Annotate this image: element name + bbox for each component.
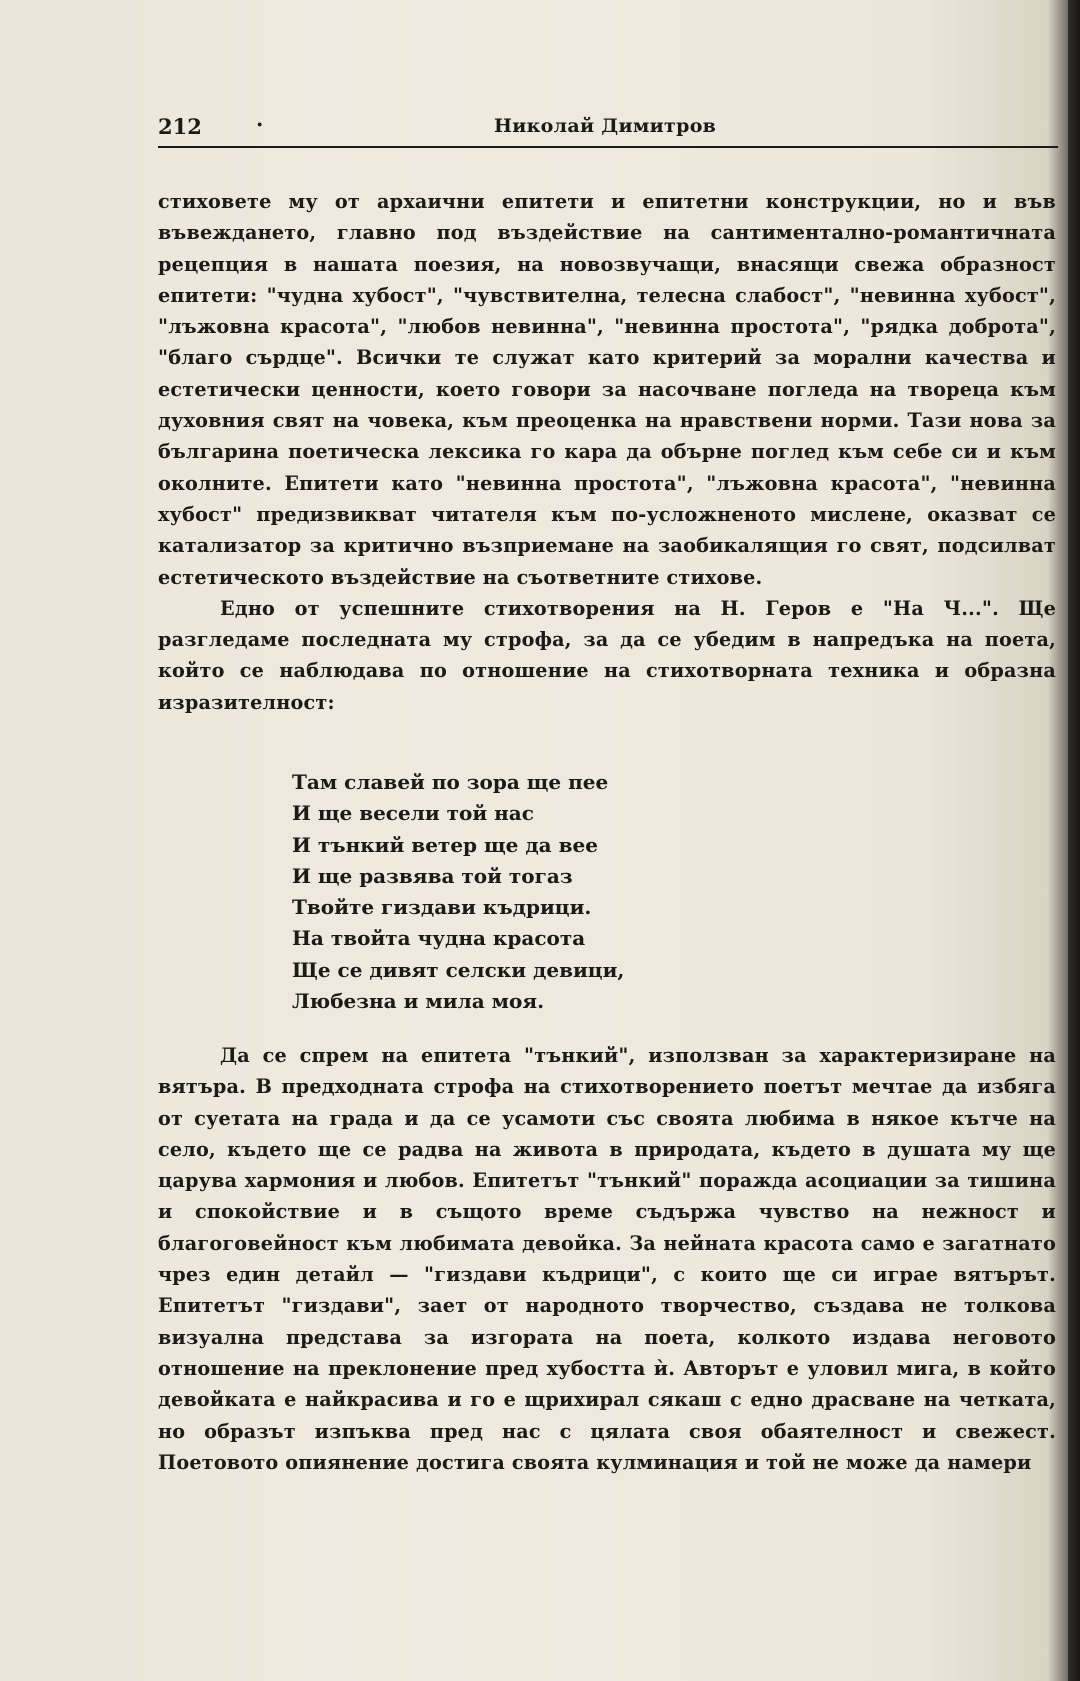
poem-line: И тънкий ветер ще да вее — [292, 832, 598, 857]
poem-line: Твойте гиздави къдрици. — [292, 895, 592, 920]
page-number: 212 — [158, 114, 202, 139]
poem-line: И ще развява той тогаз — [292, 863, 573, 888]
poem-line: Там славей по зора ще пее — [292, 770, 609, 794]
page-header — [158, 112, 1058, 148]
header-separator: · — [256, 112, 264, 137]
paragraph: Да се спрем на епитета "тънкий", използван за характеризиране на вятъра. В предходната строфа на стихотворението поетът мечтае да избяга от суетата на града и да се усамоти със своята любима в някое кътче на село, където ще се радва на живота в природата, където в душата му ще царува хармония и любов. Епитетът "тънкий" поражда асоциации за тишина и спокойствие и в същото време съдържа чувство на нежност и благоговейност към любимата девойка. За нейната красота само е загатнато чрез един детайл — "гиздави къдрици", с които ще си играе вятърът. Епитетът "гиздави", зает от народното творчество, създава не толкова визуална представа за изгората на поета, колкото издава неговото отношение на преклонение пред хубостта ѝ. Авторът е уловил мига, в който девойката е найкрасива и го е щрихирал сякаш с едно драсване на четката, но образът изпъква пред нас с цялата своя обаятелност и свежест. Поетовото опиянение достига своята кулминация и той не може да намери — [158, 1044, 1056, 1474]
paragraph: Едно от успешните стихотворения на Н. Геров е "На Ч...". Ще разгледаме последната му строфа, за да се убедим в напредъка на поета, който се наблюдава по отношение на стихотворната техника и образна изразителност: — [158, 596, 1056, 714]
poem-line: Любезна и мила моя. — [292, 989, 545, 1014]
paragraph: стиховете му от архаични епитети и епитетни конструкции, но и във въвеждането, главно под въздействие на сантиментално-романтичната рецепция в нашата поезия, на новозвучащи, внасящи свежа образност епитети: "чудна хубост", "чувствителна, телесна слабост", "невинна хубост", "лъжовна красота", "любов невинна", "невинна простота", "рядка доброта", "благо сърдце". Всички те служат като критерий за морални качества и естетически ценности, което говори за насочване погледа на твореца към духовния свят на човека, към преоценка на нравствени норми. Тази нова за българина поетическа лексика го кара да обърне поглед към себе си и към околните. Епитети като "невинна простота", "лъжовна красота", "невинна хубост" предизвикват читателя към по-усложненото мислене, оказват се катализатор за критично възприемане на заобикалящия го свят, подсилват естетическото въздействие на съответните стихове. — [158, 190, 1056, 589]
poem-line: И ще весели той нас — [292, 801, 534, 826]
poem-line: Ще се дивят селски девици, — [292, 957, 625, 982]
page-edge-shadow — [1068, 0, 1080, 1681]
running-head: Николай Димитров — [494, 115, 717, 137]
body-text — [158, 186, 1056, 718]
closing-text — [158, 1040, 1056, 1478]
poem-line: На твойта чудна красота — [292, 926, 586, 951]
poem-stanza — [292, 767, 624, 1017]
